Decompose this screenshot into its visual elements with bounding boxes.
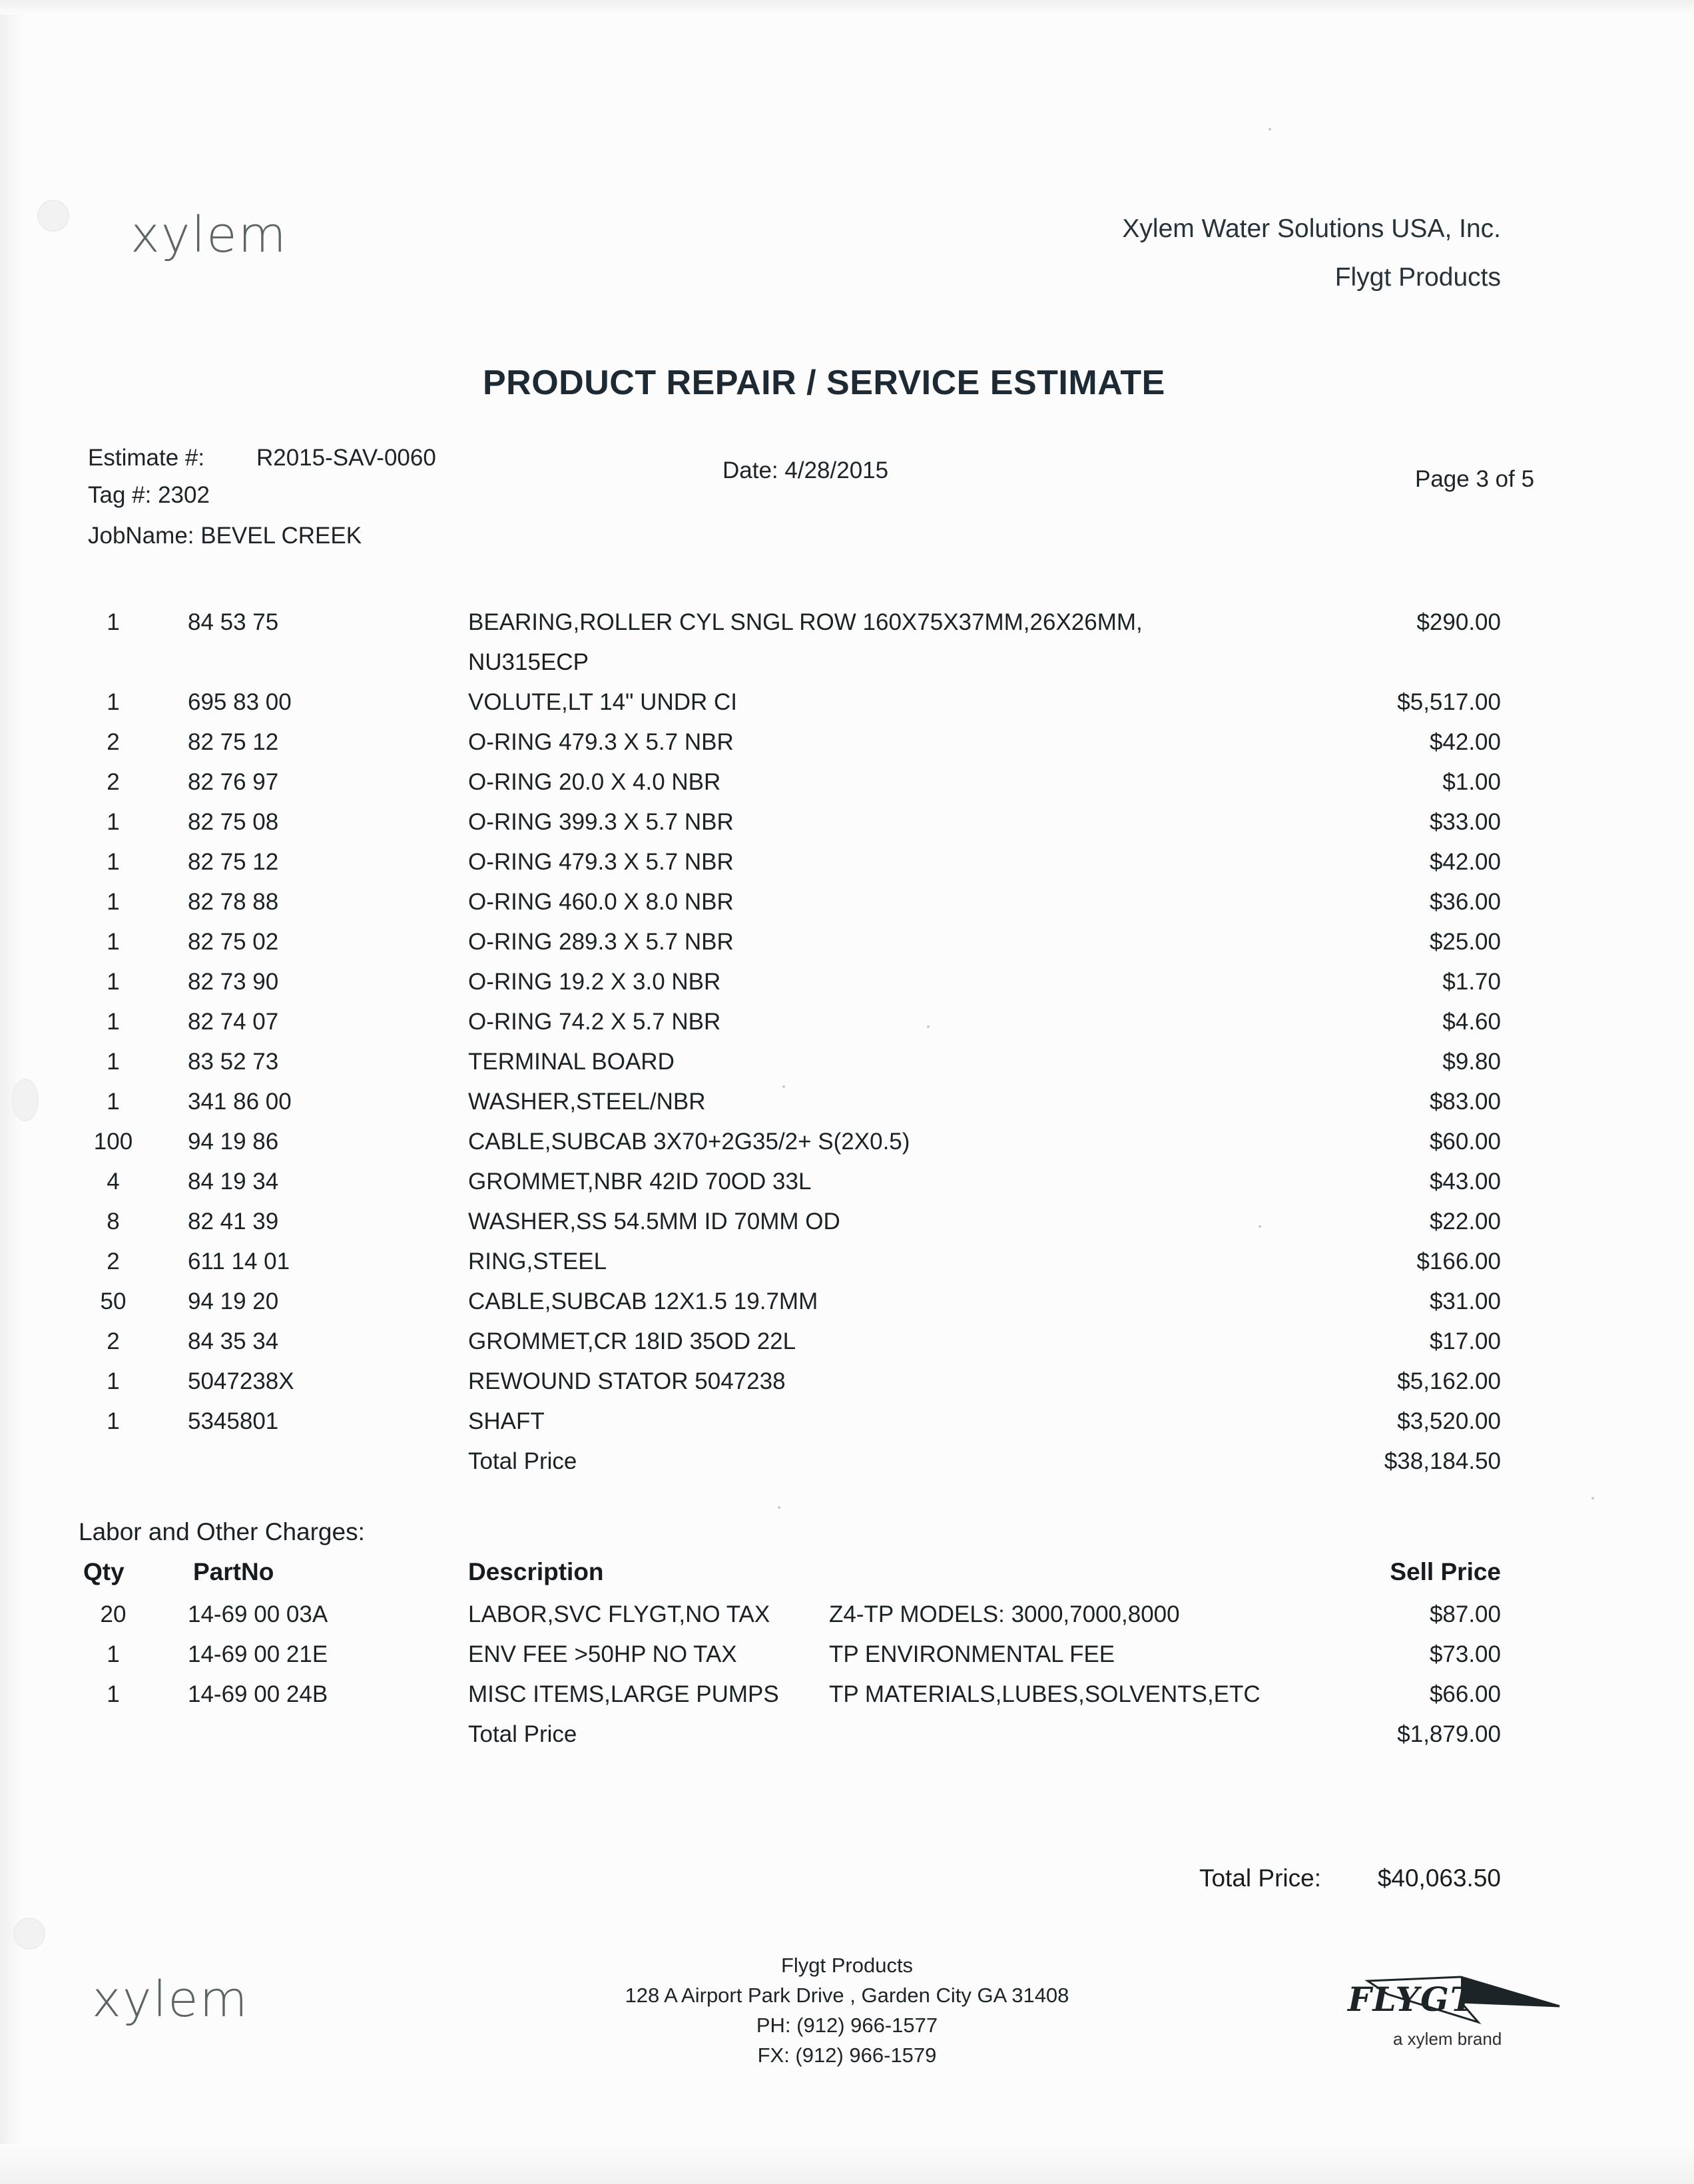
labor-qty: 1 (107, 1641, 120, 1667)
part-price: $36.00 (1429, 889, 1501, 915)
table-row (0, 1209, 1694, 1248)
grand-total-value: $40,063.50 (1377, 1864, 1501, 1892)
part-price: $43.00 (1429, 1169, 1501, 1195)
labor-total-label: Total Price (468, 1721, 577, 1747)
part-qty: 100 (93, 1129, 133, 1155)
table-row (0, 729, 1694, 769)
footer-line-1: Flygt Products (780, 1954, 914, 1977)
table-row (0, 1009, 1694, 1049)
labor-row (0, 1601, 1694, 1641)
table-row (0, 969, 1694, 1009)
part-number: 82 41 39 (188, 1209, 279, 1234)
labor-qty: 1 (107, 1681, 120, 1707)
labor-price: $87.00 (1429, 1601, 1501, 1627)
flygt-wordmark: FLYGT (1348, 1980, 1477, 2019)
table-row (0, 809, 1694, 849)
table-row (0, 609, 1694, 649)
part-price: $42.00 (1429, 729, 1501, 755)
hole-punch-bottom (13, 1918, 45, 1950)
part-price: $290.00 (1416, 609, 1501, 635)
part-price: $83.00 (1429, 1089, 1501, 1115)
part-description: O-RING 20.0 X 4.0 NBR (468, 769, 721, 795)
part-number: 82 78 88 (188, 889, 279, 915)
xylem-logo-footer: xylem (92, 1971, 249, 2028)
part-description: GROMMET,CR 18ID 35OD 22L (468, 1328, 796, 1354)
part-qty: 1 (107, 1049, 120, 1075)
part-description: WASHER,STEEL/NBR (468, 1089, 706, 1115)
labor-row (0, 1681, 1694, 1721)
part-description: O-RING 19.2 X 3.0 NBR (468, 969, 721, 995)
table-row (0, 1089, 1694, 1129)
labor-part-number: 14-69 00 21E (188, 1641, 328, 1667)
part-number: 82 75 12 (188, 729, 279, 755)
part-qty: 2 (107, 1328, 120, 1354)
table-row (0, 849, 1694, 889)
part-number: 5345801 (188, 1408, 279, 1434)
part-number: 695 83 00 (188, 689, 292, 715)
part-price: $31.00 (1429, 1288, 1501, 1314)
tag-number: Tag #: 2302 (88, 482, 210, 508)
labor-part-number: 14-69 00 24B (188, 1681, 328, 1707)
part-price: $25.00 (1429, 929, 1501, 955)
part-description: REWOUND STATOR 5047238 (468, 1368, 786, 1394)
part-description: O-RING 289.3 X 5.7 NBR (468, 929, 734, 955)
part-description: O-RING 399.3 X 5.7 NBR (468, 809, 734, 835)
part-description: O-RING 479.3 X 5.7 NBR (468, 729, 734, 755)
footer-line-4: FX: (912) 966-1579 (757, 2043, 937, 2067)
table-row (0, 689, 1694, 729)
part-description: GROMMET,NBR 42ID 70OD 33L (468, 1169, 812, 1195)
labor-description-extra: TP MATERIALS,LUBES,SOLVENTS,ETC (829, 1681, 1261, 1707)
part-price: $1.70 (1442, 969, 1501, 995)
part-description: RING,STEEL (468, 1248, 607, 1274)
labor-col-partno: PartNo (193, 1558, 274, 1585)
labor-price: $66.00 (1429, 1681, 1501, 1707)
parts-total-row (0, 1448, 1694, 1488)
part-qty: 1 (107, 1408, 120, 1434)
part-description: CABLE,SUBCAB 3X70+2G35/2+ S(2X0.5) (468, 1129, 910, 1155)
part-qty: 2 (107, 769, 120, 795)
table-row (0, 929, 1694, 969)
labor-col-sell-price: Sell Price (1390, 1558, 1501, 1585)
scan-speck (1269, 128, 1271, 131)
part-qty: 50 (100, 1288, 127, 1314)
part-price: $5,517.00 (1397, 689, 1501, 715)
labor-description: ENV FEE >50HP NO TAX (468, 1641, 737, 1667)
part-price: $4.60 (1442, 1009, 1501, 1035)
part-number: 84 19 34 (188, 1169, 279, 1195)
part-qty: 1 (107, 1368, 120, 1394)
labor-part-number: 14-69 00 03A (188, 1601, 328, 1627)
scan-speck (778, 1506, 780, 1509)
part-description: CABLE,SUBCAB 12X1.5 19.7MM (468, 1288, 818, 1314)
labor-row (0, 1641, 1694, 1681)
part-price: $9.80 (1442, 1049, 1501, 1075)
part-number: 611 14 01 (188, 1248, 290, 1274)
part-number: 94 19 20 (188, 1288, 279, 1314)
flygt-tagline: a xylem brand (1393, 2029, 1502, 2049)
scan-edge-top (0, 0, 1694, 15)
part-number: 82 75 12 (188, 849, 279, 875)
labor-table (0, 1601, 1694, 1761)
labor-total-row (0, 1721, 1694, 1761)
xylem-logo-header: xylem (131, 206, 288, 264)
part-number: 82 74 07 (188, 1009, 279, 1035)
scan-speck (1591, 1497, 1594, 1500)
parts-table (0, 609, 1694, 1488)
part-qty: 1 (107, 1089, 120, 1115)
job-name: JobName: BEVEL CREEK (88, 523, 362, 549)
part-qty: 1 (107, 929, 120, 955)
part-qty: 4 (107, 1169, 120, 1195)
part-qty: 1 (107, 1009, 120, 1035)
estimate-number-value: R2015-SAV-0060 (256, 445, 436, 471)
part-description: O-RING 74.2 X 5.7 NBR (468, 1009, 721, 1035)
part-price: $166.00 (1416, 1248, 1501, 1274)
part-qty: 1 (107, 849, 120, 875)
part-description: O-RING 479.3 X 5.7 NBR (468, 849, 734, 875)
part-number: 82 75 08 (188, 809, 279, 835)
part-price: $42.00 (1429, 849, 1501, 875)
labor-col-description: Description (468, 1558, 604, 1585)
estimate-date: Date: 4/28/2015 (722, 457, 889, 483)
part-qty: 2 (107, 1248, 120, 1274)
table-row-continuation (0, 649, 1694, 689)
labor-description-extra: TP ENVIRONMENTAL FEE (829, 1641, 1115, 1667)
page-number: Page 3 of 5 (1415, 466, 1535, 492)
labor-section-heading: Labor and Other Charges: (79, 1518, 365, 1545)
part-number: 83 52 73 (188, 1049, 279, 1075)
part-description: BEARING,ROLLER CYL SNGL ROW 160X75X37MM,26X26MM, (468, 609, 1143, 635)
labor-description: MISC ITEMS,LARGE PUMPS (468, 1681, 779, 1707)
labor-col-qty: Qty (83, 1558, 125, 1585)
labor-description-extra: Z4-TP MODELS: 3000,7000,8000 (829, 1601, 1180, 1627)
part-price: $3,520.00 (1397, 1408, 1501, 1434)
labor-qty: 20 (100, 1601, 127, 1627)
part-qty: 1 (107, 889, 120, 915)
part-description: SHAFT (468, 1408, 545, 1434)
company-division: Flygt Products (1334, 263, 1501, 292)
table-row (0, 889, 1694, 929)
part-price: $17.00 (1429, 1328, 1501, 1354)
table-row (0, 1049, 1694, 1089)
part-qty: 1 (107, 969, 120, 995)
table-row (0, 1129, 1694, 1169)
parts-total-value: $38,184.50 (1384, 1448, 1501, 1474)
part-number: 84 35 34 (188, 1328, 279, 1354)
labor-description: LABOR,SVC FLYGT,NO TAX (468, 1601, 770, 1627)
footer-line-2: 128 A Airport Park Drive , Garden City GA 31408 (625, 1983, 1069, 2007)
footer-line-3: PH: (912) 966-1577 (756, 2013, 938, 2037)
part-price: $60.00 (1429, 1129, 1501, 1155)
hole-punch-top (37, 200, 69, 232)
table-row (0, 769, 1694, 809)
grand-total-label: Total Price: (1199, 1864, 1321, 1892)
table-row (0, 1248, 1694, 1288)
part-price: $33.00 (1429, 809, 1501, 835)
scan-edge-bottom (0, 2144, 1694, 2184)
parts-total-label: Total Price (468, 1448, 577, 1474)
part-price: $5,162.00 (1397, 1368, 1501, 1394)
table-row (0, 1169, 1694, 1209)
flygt-brand-mark (1341, 1968, 1561, 2054)
part-qty: 2 (107, 729, 120, 755)
part-number: 341 86 00 (188, 1089, 292, 1115)
part-qty: 1 (107, 809, 120, 835)
part-description: VOLUTE,LT 14" UNDR CI (468, 689, 738, 715)
part-qty: 8 (107, 1209, 120, 1234)
part-number: 82 76 97 (188, 769, 279, 795)
part-number: 94 19 86 (188, 1129, 279, 1155)
part-description: TERMINAL BOARD (468, 1049, 675, 1075)
company-name: Xylem Water Solutions USA, Inc. (1122, 214, 1501, 243)
part-number: 84 53 75 (188, 609, 279, 635)
estimate-number-label: Estimate #: (88, 445, 205, 471)
part-description: O-RING 460.0 X 8.0 NBR (468, 889, 734, 915)
table-row (0, 1288, 1694, 1328)
part-description: WASHER,SS 54.5MM ID 70MM OD (468, 1209, 840, 1234)
part-price: $22.00 (1429, 1209, 1501, 1234)
part-number: 82 73 90 (188, 969, 279, 995)
part-qty: 1 (107, 609, 120, 635)
part-description-continued: NU315ECP (468, 649, 589, 675)
table-row (0, 1328, 1694, 1368)
table-row (0, 1368, 1694, 1408)
part-number: 5047238X (188, 1368, 294, 1394)
part-number: 82 75 02 (188, 929, 279, 955)
part-price: $1.00 (1442, 769, 1501, 795)
part-qty: 1 (107, 689, 120, 715)
table-row (0, 1408, 1694, 1448)
page-title: PRODUCT REPAIR / SERVICE ESTIMATE (483, 364, 1165, 402)
labor-price: $73.00 (1429, 1641, 1501, 1667)
labor-total-value: $1,879.00 (1397, 1721, 1501, 1747)
